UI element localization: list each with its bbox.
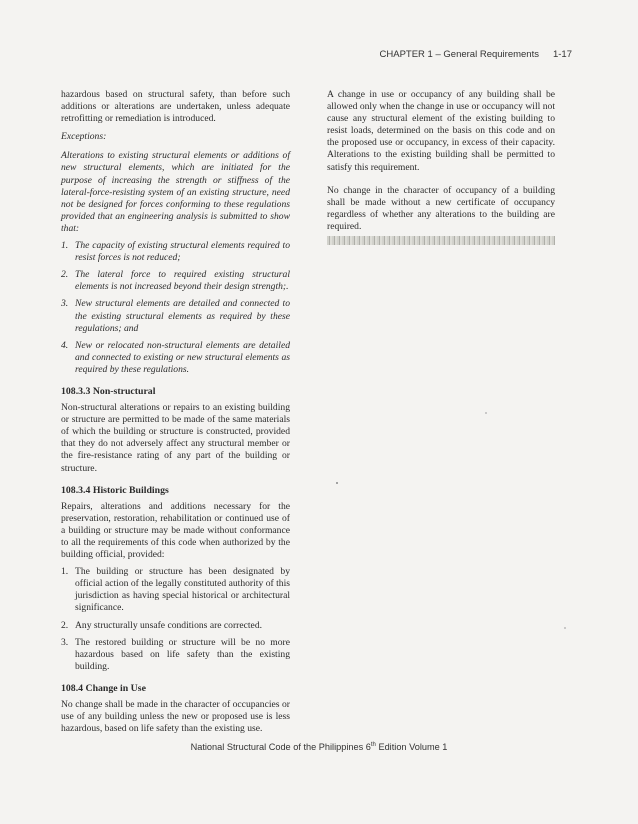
scan-speck xyxy=(336,482,338,484)
scan-speck xyxy=(564,627,566,629)
list-item: 1. The capacity of existing structural elements required to resist forces is not reduced; xyxy=(61,240,290,264)
section-heading-change-in-use: 108.4 Change in Use xyxy=(61,682,146,694)
list-item: 3. The restored building or structure will be no more hazardous based on life safety than the existing building. xyxy=(61,636,290,672)
exceptions-title: Exceptions: xyxy=(61,131,107,143)
list-item: 3. New structural elements are detailed and connected to the existing structural elements as required by these regulations; and xyxy=(61,298,290,334)
exceptions-body: Alterations to existing structural elements or additions of new structural elements, which are initiated for the purpose of increasing the strength or stiffness of the lateral-force-resisting system of an existing structure, need not be designed for forces conforming to these regulations provided that an engineering analysis is submitted to show that: xyxy=(61,150,290,234)
list-item: 1. The building or structure has been designated by official action of the legally constituted authority of this jurisdiction as having special historical or architectural significance. xyxy=(61,566,290,614)
section-heading-non-structural: 108.3.3 Non-structural xyxy=(61,385,156,397)
scan-speck xyxy=(485,412,487,414)
scan-artifact xyxy=(327,236,555,245)
historic-buildings-paragraph: Repairs, alterations and additions necessary for the preservation, restoration, rehabilitation or continued use of a building or structure may be made without conformance to all the requirements of this code when authorized by the building official, provided: xyxy=(61,500,290,561)
page-header xyxy=(380,49,572,60)
chapter-title: CHAPTER 1 – General Requirements xyxy=(379,49,539,60)
historic-conditions-list xyxy=(61,566,290,673)
change-in-use-paragraph: No change shall be made in the character of occupancies or use of any building unless the new or proposed use is less hazardous, based on life safety than the existing use. xyxy=(61,699,290,735)
exceptions-list xyxy=(61,240,290,376)
list-item: 4. New or relocated non-structural elements are detailed and connected to existing or new structural elements as required by these regulations. xyxy=(61,339,290,375)
list-item: 2. Any structurally unsafe conditions are corrected. xyxy=(61,619,263,631)
section-heading-historic-buildings: 108.3.4 Historic Buildings xyxy=(61,484,169,496)
right-column xyxy=(327,89,555,245)
intro-paragraph: hazardous based on structural safety, than before such additions or alterations are undertaken, unless adequate retrofitting or remediation is introduced. xyxy=(61,89,290,125)
page-footer: National Structural Code of the Philippines 6th Edition Volume 1 xyxy=(190,742,448,753)
non-structural-paragraph: Non-structural alterations or repairs to an existing building or structure are permitted to be made of the same materials of which the building or structure is constructed, provided that they do not adversely affect any structural member or the fire-resistance rating of any part of the building or structure. xyxy=(61,402,290,474)
change-in-use-paragraph-2: A change in use or occupancy of any building shall be allowed only when the change in use or occupancy will not cause any structural element of the existing building to resist loads, determined on the basis on this code and on the proposed use or occupancy, in excess of their capacity. Alterations to the existing building shall be permitted to satisfy this requirement. xyxy=(327,89,555,173)
list-item: 2. The lateral force to required existing structural elements is not increased beyond their design strength;. xyxy=(61,269,290,293)
page-number: 1-17 xyxy=(552,49,572,60)
certificate-paragraph: No change in the character of occupancy of a building shall be made without a new certificate of occupancy regardless of whether any alterations to the building are required. xyxy=(327,184,555,232)
left-column xyxy=(61,89,290,735)
